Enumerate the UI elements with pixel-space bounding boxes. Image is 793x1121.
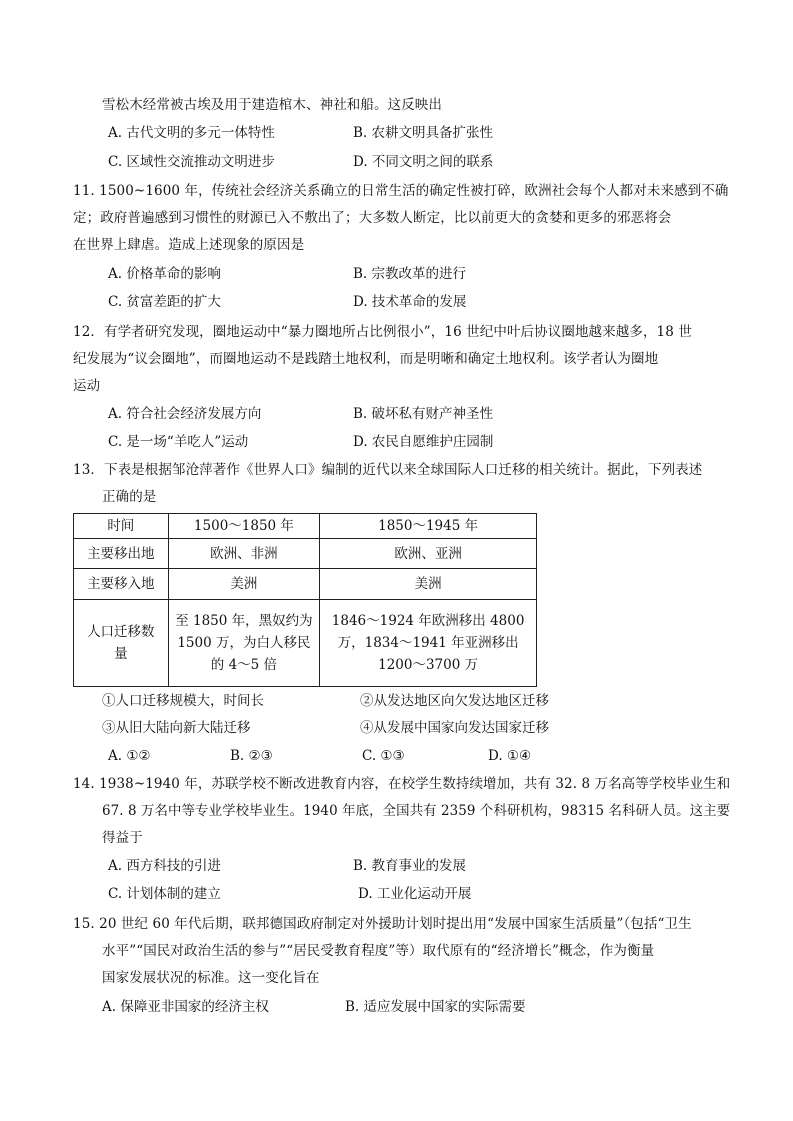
- q13-statement-2: ②从发达地区向欠发达地区迁移: [360, 693, 549, 709]
- q14-stem-line1: 14. 1938~1940 年，苏联学校不断改进教育内容，在校学生数持续增加，共有 32. 8 万名高等学校毕业生和: [73, 776, 731, 792]
- table-header-cell: 时间: [74, 514, 169, 539]
- q12-option-c: C. 是一场“羊吃人”运动: [108, 434, 249, 450]
- q10-option-d: D. 不同文明之间的联系: [353, 154, 494, 170]
- table-cell: 1846～1924 年欧洲移出 4800 万，1834～1941 年亚洲移出 1200～3700 万: [331, 613, 525, 673]
- q13-option-d: D. ①④: [488, 748, 532, 764]
- table-cell: 美洲: [320, 569, 537, 600]
- q12-stem-line3: 运动: [73, 378, 101, 394]
- q11-option-c: C. 贫富差距的扩大: [108, 294, 221, 310]
- q13-stem-line1: 13．下表是根据邹沧萍著作《世界人口》编制的近代以来全球国际人口迁移的相关统计。据此，下列表述: [73, 462, 703, 478]
- q12-option-d: D. 农民自愿维护庄园制: [353, 434, 494, 450]
- table-header-cell: 1850～1945 年: [320, 514, 537, 539]
- table-cell: 美洲: [168, 569, 320, 600]
- table-row: [74, 569, 537, 600]
- table-row: [74, 539, 537, 569]
- q14-option-c: C. 计划体制的建立: [108, 886, 221, 902]
- q13-statement-4: ④从发展中国家向发达国家迁移: [360, 720, 549, 736]
- q15-stem-line3: 国家发展状况的标准。这一变化旨在: [102, 970, 320, 986]
- table-cell: 至 1850 年，黑奴约为 1500 万，为白人移民的 4～5 倍: [175, 613, 313, 673]
- q15-option-a: A. 保障亚非国家的经济主权: [102, 999, 269, 1015]
- q15-stem-line1: 15. 20 世纪 60 年代后期，联邦德国政府制定对外援助计划时提出用“发展中国家生活质量”（包括“卫生: [73, 916, 692, 932]
- q15-option-b: B. 适应发展中国家的实际需要: [345, 999, 526, 1015]
- q14-option-b: B. 教育事业的发展: [353, 858, 467, 874]
- q15-stem-line2: 水平”“国民对政治生活的参与”“居民受教育程度”等）取代原有的“经济增长”概念，作为衡量: [102, 943, 655, 959]
- q11-stem-line3: 在世界上肆虐。造成上述现象的原因是: [73, 237, 305, 253]
- q14-stem-line3: 得益于: [102, 830, 143, 846]
- q12-option-a: A. 符合社会经济发展方向: [108, 406, 262, 422]
- table-header-cell: 1500～1850 年: [168, 514, 320, 539]
- q13-option-b: B. ②③: [230, 748, 273, 764]
- q13-option-c: C. ①③: [362, 748, 405, 764]
- q12-stem-line1: 12．有学者研究发现，圈地运动中“暴力圈地所占比例很小”，16 世纪中叶后协议圈地越来越多，18 世: [73, 324, 692, 340]
- q10-option-c: C. 区域性交流推动文明进步: [108, 154, 275, 170]
- q10-option-a: A. 古代文明的多元一体特性: [108, 125, 275, 141]
- q13-statement-1: ①人口迁移规模大，时间长: [102, 693, 264, 709]
- q12-option-b: B. 破坏私有财产神圣性: [353, 406, 494, 422]
- table-row: [74, 600, 537, 687]
- table-cell: 欧洲、非洲: [168, 539, 320, 569]
- table-cell: 主要移出地: [74, 539, 169, 569]
- q11-option-d: D. 技术革命的发展: [353, 294, 467, 310]
- table-cell: 主要移入地: [74, 569, 169, 600]
- q10-stem-tail: 雪松木经常被古埃及用于建造棺木、神社和船。这反映出: [102, 97, 442, 113]
- q11-stem-line1: 11. 1500~1600 年，传统社会经济关系确立的日常生活的确定性被打碎，欧洲社会每个人都对未来感到不确: [73, 183, 729, 199]
- q11-stem-line2: 定；政府普遍感到习惯性的财源已入不敷出了；大多数人断定，比以前更大的贪婪和更多的邪恶将会: [73, 210, 672, 226]
- table-cell: 欧洲、亚洲: [320, 539, 537, 569]
- q13-option-a: A. ①②: [108, 748, 151, 764]
- q11-option-b: B. 宗教改革的进行: [353, 266, 467, 282]
- migration-table: [73, 513, 537, 687]
- table-header-row: [74, 514, 537, 539]
- q13-statement-3: ③从旧大陆向新大陆迁移: [102, 720, 251, 736]
- q14-option-d: D. 工业化运动开展: [358, 886, 472, 902]
- q13-stem-line2: 正确的是: [102, 489, 157, 505]
- q11-option-a: A. 价格革命的影响: [108, 266, 221, 282]
- q12-stem-line2: 纪发展为“议会圈地”，而圈地运动不是践踏土地权利，而是明晰和确定土地权利。该学者认为圈地: [73, 351, 659, 367]
- q14-stem-line2: 67. 8 万名中等专业学校毕业生。1940 年底，全国共有 2359 个科研机构，98315 名科研人员。这主要: [102, 803, 731, 819]
- q14-option-a: A. 西方科技的引进: [108, 858, 221, 874]
- q10-option-b: B. 农耕文明具备扩张性: [353, 125, 494, 141]
- table-cell: 人口迁移数量: [87, 624, 155, 662]
